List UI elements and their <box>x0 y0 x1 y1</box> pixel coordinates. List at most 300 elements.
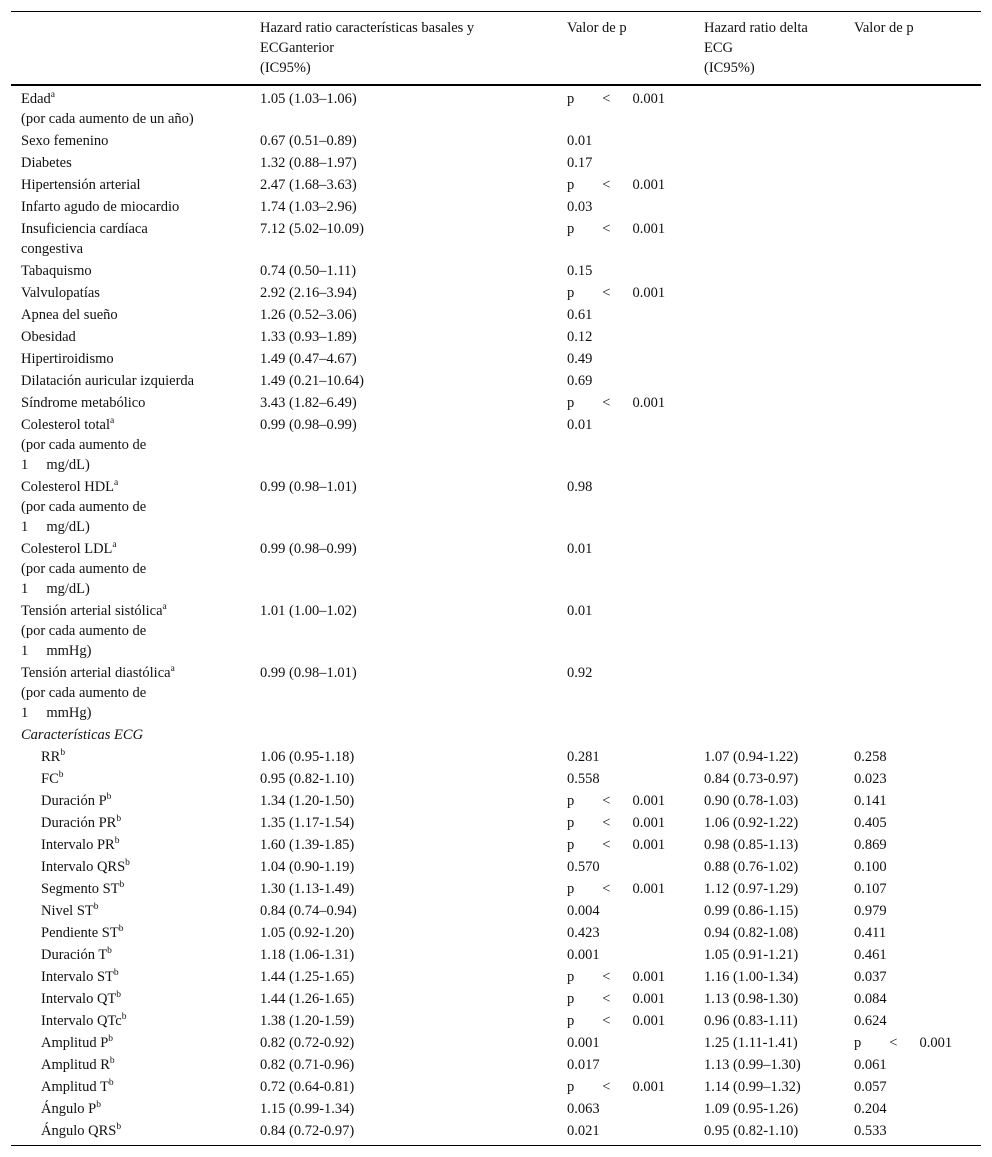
p-value-delta-cell <box>844 1032 981 1054</box>
table-row <box>11 790 981 812</box>
variable-label: Síndrome metabólico <box>21 395 146 411</box>
p-value-delta-cell <box>844 414 981 476</box>
hr-delta-cell: 1.07 (0.94-1.22) <box>704 749 799 765</box>
variable-cell <box>11 746 250 768</box>
table-row <box>11 152 981 174</box>
p-value-cell: 0.92 <box>567 665 593 681</box>
footnote-marker: b <box>106 792 112 803</box>
table-row <box>11 392 981 414</box>
p-value-delta-cell: 0.979 <box>854 903 887 919</box>
table-row <box>11 304 981 326</box>
hr-delta-cell: 0.88 (0.76-1.02) <box>704 859 799 875</box>
table-row <box>11 370 981 392</box>
hr-baseline-cell: 1.38 (1.20-1.59) <box>260 1013 355 1029</box>
variable-cell <box>11 944 250 966</box>
variable-sublabel: 1 mmHg) <box>21 643 92 659</box>
table-row <box>11 130 981 152</box>
variable-label: Intervalo QRS <box>41 859 126 875</box>
variable-label: Colesterol HDL <box>21 479 115 495</box>
p-value-delta-cell <box>844 538 981 600</box>
table-row <box>11 922 981 944</box>
variable-label: Ángulo QRS <box>41 1123 117 1139</box>
variable-cell <box>11 304 250 326</box>
table-row <box>11 988 981 1010</box>
footnote-marker: a <box>162 602 167 613</box>
table-row <box>11 900 981 922</box>
hr-delta-cell <box>694 152 844 174</box>
header-variable <box>11 12 250 86</box>
p-value-cell <box>557 878 694 900</box>
p-value-cell: 0.423 <box>567 925 600 941</box>
footnote-marker: b <box>107 946 112 957</box>
hr-delta-cell: 0.98 (0.85-1.13) <box>704 837 799 853</box>
footnote-marker: a <box>112 540 117 551</box>
p-letter: p <box>567 395 575 411</box>
p-value-cell: 0.001 <box>567 947 600 963</box>
p-threshold: 0.001 <box>632 285 666 301</box>
variable-cell <box>11 538 250 600</box>
variable-label: Nivel ST <box>41 903 94 919</box>
variable-cell <box>11 1032 250 1054</box>
footnote-marker: b <box>96 1100 101 1111</box>
header-line: Hazard ratio delta <box>704 20 808 36</box>
p-letter: p <box>567 1079 575 1095</box>
hr-baseline-cell: 0.99 (0.98–0.99) <box>260 417 357 433</box>
variable-cell <box>11 1076 250 1098</box>
variable-sublabel: 1 mg/dL) <box>21 581 90 597</box>
less-than-symbol: < <box>602 395 611 411</box>
hr-delta-cell <box>694 476 844 538</box>
p-value-delta-cell <box>844 218 981 260</box>
hr-baseline-cell: 1.49 (0.21–10.64) <box>260 373 364 389</box>
p-value-delta-cell: 0.405 <box>854 815 887 831</box>
hr-baseline-cell: 1.32 (0.88–1.97) <box>260 155 357 171</box>
variable-label: Tensión arterial diastólica <box>21 665 171 681</box>
p-threshold: 0.001 <box>632 837 666 853</box>
variable-sublabel: (por cada aumento de <box>21 437 147 453</box>
variable-cell <box>11 600 250 662</box>
less-than-symbol: < <box>602 177 611 193</box>
p-value-cell: 0.01 <box>567 133 593 149</box>
p-letter: p <box>567 815 575 831</box>
hr-delta-cell: 1.12 (0.97-1.29) <box>704 881 799 897</box>
hr-delta-cell: 1.14 (0.99–1.32) <box>704 1079 801 1095</box>
hr-baseline-cell: 1.06 (0.95-1.18) <box>260 749 355 765</box>
table-row <box>11 260 981 282</box>
variable-label: Hipertensión arterial <box>21 177 141 193</box>
variable-cell <box>11 130 250 152</box>
hr-baseline-cell: 3.43 (1.82–6.49) <box>260 395 357 411</box>
variable-label: Amplitud T <box>41 1079 109 1095</box>
p-letter: p <box>567 177 575 193</box>
p-value-cell: 0.69 <box>567 373 593 389</box>
p-value-cell <box>557 988 694 1010</box>
hr-baseline-cell: 1.35 (1.17-1.54) <box>260 815 355 831</box>
header-row <box>11 12 981 86</box>
p-value-cell <box>557 174 694 196</box>
header-p-value-delta: Valor de p <box>854 20 914 36</box>
variable-cell <box>11 260 250 282</box>
p-value-delta-cell: 0.084 <box>854 991 887 1007</box>
variable-sublabel: 1 mmHg) <box>21 705 92 721</box>
hr-baseline-cell: 0.72 (0.64-0.81) <box>260 1079 355 1095</box>
variable-cell <box>11 196 250 218</box>
hr-baseline-cell: 1.05 (0.92-1.20) <box>260 925 355 941</box>
table-row <box>11 878 981 900</box>
p-value-delta-cell <box>844 196 981 218</box>
less-than-symbol: < <box>602 991 611 1007</box>
less-than-symbol: < <box>602 91 611 107</box>
p-value-cell <box>557 282 694 304</box>
variable-cell <box>11 476 250 538</box>
variable-label: Ángulo P <box>41 1101 97 1117</box>
hr-baseline-cell: 1.15 (0.99-1.34) <box>260 1101 355 1117</box>
variable-label: Edad <box>21 91 51 107</box>
hr-baseline-cell: 0.95 (0.82-1.10) <box>260 771 355 787</box>
hr-delta-cell: 0.95 (0.82-1.10) <box>704 1123 799 1139</box>
variable-sublabel: 1 mg/dL) <box>21 457 90 473</box>
footnote-marker: b <box>93 902 99 913</box>
less-than-symbol: < <box>602 969 611 985</box>
hr-baseline-cell: 1.44 (1.25-1.65) <box>260 969 355 985</box>
p-threshold: 0.001 <box>632 1079 666 1095</box>
variable-label: Insuficiencia cardíaca <box>21 221 148 237</box>
hr-delta-cell: 1.13 (0.99–1.30) <box>704 1057 801 1073</box>
p-value-cell <box>557 834 694 856</box>
table-row <box>11 1054 981 1076</box>
variable-cell <box>11 856 250 878</box>
hr-baseline-cell: 1.05 (1.03–1.06) <box>260 91 357 107</box>
hr-baseline-cell: 2.92 (2.16–3.94) <box>260 285 357 301</box>
section-label: Características ECG <box>21 727 144 743</box>
table-row <box>11 414 981 476</box>
hr-baseline-cell: 0.99 (0.98–0.99) <box>260 541 357 557</box>
p-value-delta-cell <box>844 174 981 196</box>
hr-delta-cell <box>694 326 844 348</box>
variable-label: Diabetes <box>21 155 72 171</box>
table-row <box>11 600 981 662</box>
variable-label: RR <box>41 749 61 765</box>
p-value-delta-cell: 0.624 <box>854 1013 887 1029</box>
variable-cell <box>11 834 250 856</box>
variable-label: Apnea del sueño <box>21 307 118 323</box>
header-line: Hazard ratio características basales y <box>260 20 475 36</box>
footnote-marker: b <box>121 1012 127 1023</box>
header-line: (IC95%) <box>260 60 311 76</box>
hr-delta-cell: 0.94 (0.82-1.08) <box>704 925 799 941</box>
variable-cell <box>11 922 250 944</box>
p-threshold: 0.001 <box>632 969 666 985</box>
p-threshold: 0.001 <box>632 881 666 897</box>
header-line: ECG <box>704 40 733 56</box>
p-value-cell: 0.01 <box>567 541 593 557</box>
hr-delta-cell <box>694 85 844 130</box>
variable-cell <box>11 174 250 196</box>
variable-sublabel: 1 mg/dL) <box>21 519 90 535</box>
hr-delta-cell: 0.84 (0.73-0.97) <box>704 771 799 787</box>
variable-cell <box>11 348 250 370</box>
p-letter: p <box>567 969 575 985</box>
hr-delta-cell: 1.13 (0.98-1.30) <box>704 991 799 1007</box>
hr-baseline-cell: 0.82 (0.72-0.92) <box>260 1035 355 1051</box>
variable-cell <box>11 988 250 1010</box>
variable-cell <box>11 392 250 414</box>
p-value-cell: 0.063 <box>567 1101 600 1117</box>
p-value-cell <box>557 812 694 834</box>
variable-label: Segmento ST <box>41 881 120 897</box>
hr-delta-cell <box>694 260 844 282</box>
variable-label: Valvulopatías <box>21 285 100 301</box>
variable-cell <box>11 900 250 922</box>
p-value-delta-cell: 0.037 <box>854 969 887 985</box>
p-value-delta-cell <box>844 152 981 174</box>
hr-baseline-cell: 0.99 (0.98–1.01) <box>260 479 357 495</box>
p-threshold: 0.001 <box>632 815 666 831</box>
variable-label: FC <box>41 771 59 787</box>
p-value-delta-cell: 0.023 <box>854 771 887 787</box>
section-row <box>11 724 981 746</box>
hr-delta-cell <box>694 538 844 600</box>
table-body <box>11 85 981 1146</box>
less-than-symbol: < <box>602 815 611 831</box>
variable-sublabel: congestiva <box>21 241 84 257</box>
p-value-delta-cell: 0.411 <box>854 925 887 941</box>
variable-label: Tabaquismo <box>21 263 92 279</box>
table-row <box>11 1120 981 1146</box>
less-than-symbol: < <box>602 221 611 237</box>
table-row <box>11 1010 981 1032</box>
less-than-symbol: < <box>602 837 611 853</box>
hr-baseline-cell: 0.74 (0.50–1.11) <box>260 263 357 279</box>
hr-delta-cell: 0.99 (0.86-1.15) <box>704 903 799 919</box>
hr-baseline-cell: 0.84 (0.72-0.97) <box>260 1123 355 1139</box>
p-value-cell: 0.01 <box>567 417 593 433</box>
p-threshold: 0.001 <box>632 1013 666 1029</box>
variable-sublabel: (por cada aumento de un año) <box>21 111 194 127</box>
p-letter: p <box>567 285 575 301</box>
footnote-marker: b <box>116 1122 122 1133</box>
table-row <box>11 966 981 988</box>
p-value-delta-cell <box>844 85 981 130</box>
table-row <box>11 1098 981 1120</box>
hr-delta-cell <box>694 662 844 724</box>
footnote-marker: b <box>116 814 122 825</box>
less-than-symbol: < <box>602 285 611 301</box>
less-than-symbol: < <box>889 1035 898 1051</box>
table-row <box>11 326 981 348</box>
variable-label: Duración P <box>41 793 107 809</box>
p-value-delta-cell <box>844 348 981 370</box>
header-p-value: Valor de p <box>567 20 627 36</box>
p-value-delta-cell <box>844 476 981 538</box>
p-letter: p <box>567 881 575 897</box>
p-value-cell <box>557 85 694 130</box>
p-value-delta-cell: 0.533 <box>854 1123 887 1139</box>
p-value-delta-cell: 0.461 <box>854 947 887 963</box>
variable-label: Intervalo QT <box>41 991 117 1007</box>
p-letter: p <box>567 1013 575 1029</box>
p-letter: p <box>854 1035 862 1051</box>
hr-baseline-cell: 1.34 (1.20-1.50) <box>260 793 355 809</box>
p-value-cell <box>557 1010 694 1032</box>
less-than-symbol: < <box>602 793 611 809</box>
variable-label: Duración T <box>41 947 108 963</box>
hr-delta-cell <box>694 218 844 260</box>
hr-baseline-cell: 1.44 (1.26-1.65) <box>260 991 355 1007</box>
p-threshold: 0.001 <box>632 793 666 809</box>
table-row <box>11 1032 981 1054</box>
hr-delta-cell <box>694 414 844 476</box>
variable-label: Intervalo QTc <box>41 1013 122 1029</box>
hr-delta-cell: 1.06 (0.92-1.22) <box>704 815 799 831</box>
p-value-delta-cell <box>844 326 981 348</box>
variable-cell <box>11 218 250 260</box>
hr-delta-cell <box>694 304 844 326</box>
variable-cell <box>11 878 250 900</box>
table-row <box>11 85 981 130</box>
p-value-delta-cell: 0.869 <box>854 837 887 853</box>
p-value-cell: 0.001 <box>567 1035 600 1051</box>
table-row <box>11 856 981 878</box>
variable-sublabel: (por cada aumento de <box>21 561 147 577</box>
variable-label: Amplitud P <box>41 1035 109 1051</box>
hr-delta-cell <box>694 370 844 392</box>
p-value-delta-cell <box>844 304 981 326</box>
variable-cell <box>11 370 250 392</box>
hr-delta-cell: 1.05 (0.91-1.21) <box>704 947 799 963</box>
variable-label: Intervalo ST <box>41 969 114 985</box>
footnote-marker: a <box>114 478 119 489</box>
p-letter: p <box>567 991 575 1007</box>
p-threshold: 0.001 <box>632 91 666 107</box>
table-row <box>11 944 981 966</box>
p-value-cell: 0.021 <box>567 1123 600 1139</box>
hr-baseline-cell: 7.12 (5.02–10.09) <box>260 221 364 237</box>
footnote-marker: a <box>170 664 175 675</box>
hr-baseline-cell: 0.82 (0.71-0.96) <box>260 1057 355 1073</box>
variable-cell <box>11 326 250 348</box>
variable-cell <box>11 414 250 476</box>
p-value-delta-cell <box>844 130 981 152</box>
p-value-delta-cell: 0.057 <box>854 1079 887 1095</box>
footnote-marker: b <box>113 968 119 979</box>
p-value-delta-cell <box>844 392 981 414</box>
p-value-delta-cell <box>844 282 981 304</box>
variable-label: Duración PR <box>41 815 117 831</box>
p-threshold: 0.001 <box>632 991 666 1007</box>
p-threshold: 0.001 <box>632 395 666 411</box>
hr-baseline-cell: 0.99 (0.98–1.01) <box>260 665 357 681</box>
p-value-delta-cell: 0.258 <box>854 749 887 765</box>
variable-cell <box>11 282 250 304</box>
footnote-marker: a <box>110 416 115 427</box>
hr-delta-cell <box>694 174 844 196</box>
p-value-cell <box>557 218 694 260</box>
table-row <box>11 282 981 304</box>
table-header <box>11 12 981 86</box>
header-hr-baseline <box>250 12 557 86</box>
hr-baseline-cell: 1.26 (0.52–3.06) <box>260 307 357 323</box>
header-line: (IC95%) <box>704 60 755 76</box>
hr-delta-cell <box>694 196 844 218</box>
hr-baseline-cell: 1.74 (1.03–2.96) <box>260 199 357 215</box>
variable-sublabel: (por cada aumento de <box>21 623 147 639</box>
hr-delta-cell: 1.25 (1.11-1.41) <box>704 1035 798 1051</box>
hr-baseline-cell: 2.47 (1.68–3.63) <box>260 177 357 193</box>
p-value-cell: 0.004 <box>567 903 600 919</box>
p-value-cell <box>557 966 694 988</box>
hr-delta-cell: 1.09 (0.95-1.26) <box>704 1101 799 1117</box>
variable-label: Hipertiroidismo <box>21 351 114 367</box>
p-value-cell: 0.98 <box>567 479 593 495</box>
hazard-ratio-table <box>11 11 981 1146</box>
footnote-marker: b <box>58 770 64 781</box>
footnote-marker: b <box>108 1078 114 1089</box>
table-row <box>11 196 981 218</box>
hr-delta-cell <box>694 600 844 662</box>
variable-label: Obesidad <box>21 329 76 345</box>
p-value-cell: 0.01 <box>567 603 593 619</box>
p-letter: p <box>567 793 575 809</box>
hr-baseline-cell: 0.67 (0.51–0.89) <box>260 133 357 149</box>
variable-cell <box>11 152 250 174</box>
p-value-delta-cell: 0.141 <box>854 793 887 809</box>
variable-cell <box>11 1098 250 1120</box>
hr-baseline-cell: 1.60 (1.39-1.85) <box>260 837 355 853</box>
variable-cell <box>11 662 250 724</box>
table-row <box>11 476 981 538</box>
p-threshold: 0.001 <box>632 177 666 193</box>
p-value-cell: 0.12 <box>567 329 593 345</box>
p-value-cell <box>557 392 694 414</box>
variable-label: Colesterol LDL <box>21 541 113 557</box>
table-row <box>11 768 981 790</box>
p-value-delta-cell <box>844 662 981 724</box>
footnote-marker: b <box>119 880 125 891</box>
p-value-cell <box>557 790 694 812</box>
table-row <box>11 1076 981 1098</box>
p-value-cell: 0.15 <box>567 263 593 279</box>
hr-delta-cell: 0.96 (0.83-1.11) <box>704 1013 798 1029</box>
header-line: ECGanterior <box>260 40 335 56</box>
variable-label: Dilatación auricular izquierda <box>21 373 195 389</box>
p-value-delta-cell: 0.204 <box>854 1101 887 1117</box>
header-hr-delta <box>694 12 844 86</box>
footnote-marker: b <box>114 836 120 847</box>
footnote-marker: a <box>50 90 56 101</box>
table-row <box>11 174 981 196</box>
variable-cell <box>11 966 250 988</box>
variable-cell <box>11 768 250 790</box>
table-row <box>11 662 981 724</box>
variable-cell <box>11 85 250 130</box>
hr-delta-cell <box>694 282 844 304</box>
hr-baseline-cell: 1.33 (0.93–1.89) <box>260 329 357 345</box>
p-letter: p <box>567 837 575 853</box>
p-value-delta-cell <box>844 600 981 662</box>
variable-label: Pendiente ST <box>41 925 119 941</box>
variable-label: Infarto agudo de miocardio <box>21 199 180 215</box>
variable-cell <box>11 790 250 812</box>
hr-delta-cell: 1.16 (1.00-1.34) <box>704 969 799 985</box>
p-value-cell: 0.017 <box>567 1057 600 1073</box>
p-letter: p <box>567 221 575 237</box>
table-row <box>11 746 981 768</box>
table-row <box>11 538 981 600</box>
p-letter: p <box>567 91 575 107</box>
hr-delta-cell <box>694 348 844 370</box>
hr-delta-cell <box>694 130 844 152</box>
